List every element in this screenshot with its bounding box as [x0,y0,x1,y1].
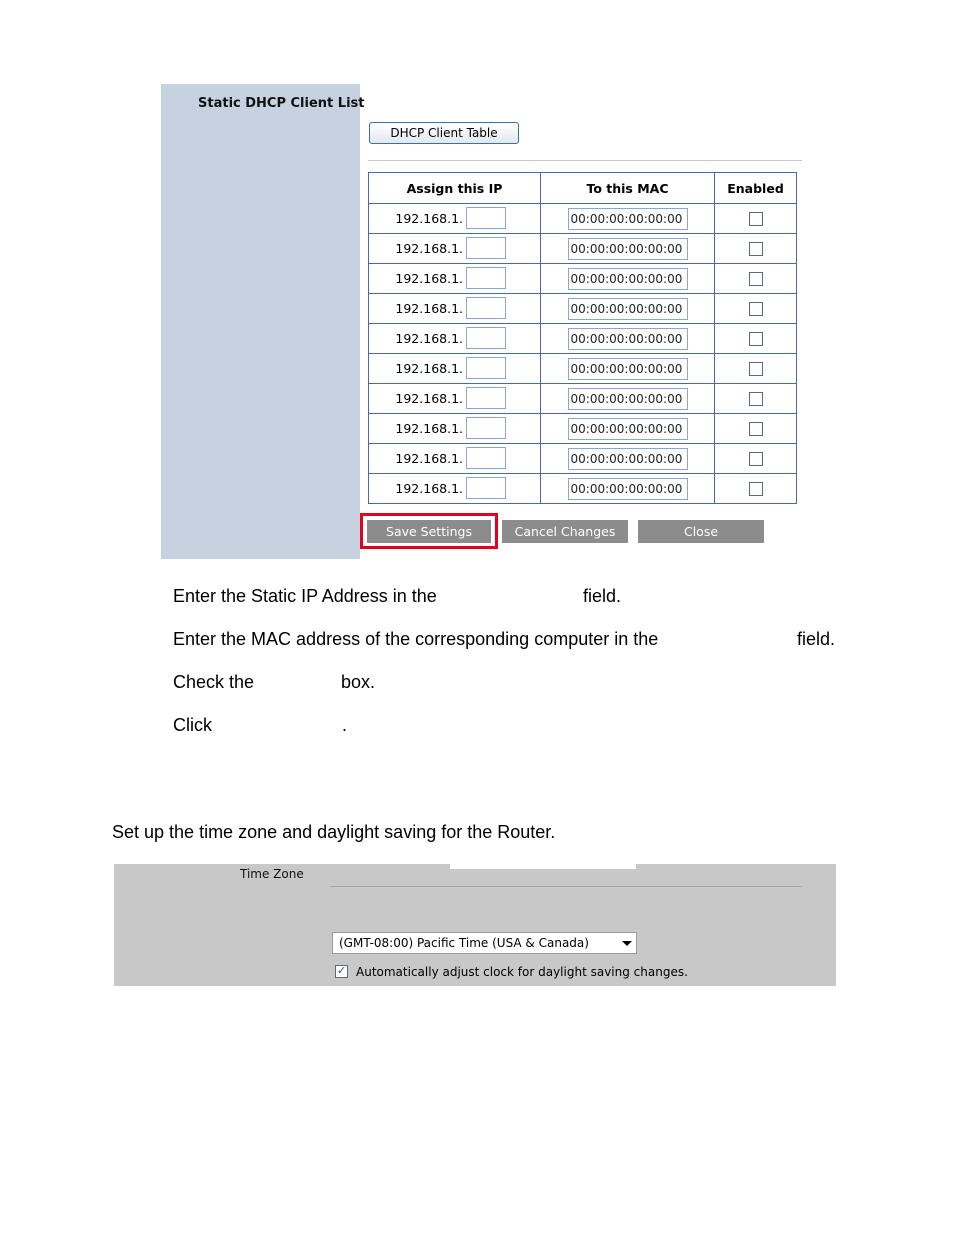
static-client-table [368,172,797,504]
ip-last-octet-input[interactable] [466,357,506,379]
table-row [369,264,797,294]
enabled-cell [715,294,797,324]
table-row [369,294,797,324]
instruction-1-end: field. [583,586,622,606]
enabled-cell [715,204,797,234]
mac-address-input[interactable]: 00:00:00:00:00:00 [568,478,688,500]
enabled-checkbox[interactable] [749,452,763,466]
dhcp-client-table-button[interactable]: DHCP Client Table [369,122,519,144]
cancel-changes-button[interactable]: Cancel Changes [502,520,628,543]
ip-last-octet-input[interactable] [466,447,506,469]
ip-cell [369,324,541,354]
ip-cell-content [369,449,540,469]
enabled-cell [715,354,797,384]
ip-cell [369,294,541,324]
ip-last-octet-input[interactable] [466,297,506,319]
dst-checkbox[interactable]: ✓ [336,965,347,977]
ip-cell [369,474,541,504]
table-row [369,414,797,444]
table-row [369,204,797,234]
ip-cell-content [369,389,540,409]
ip-cell [369,444,541,474]
ip-cell [369,204,541,234]
instruction-3-end: box. [341,672,376,692]
ip-cell-content [369,479,540,499]
table-row [369,324,797,354]
ip-prefix: 192.168.1. [395,301,463,316]
time-zone-select[interactable] [332,932,637,954]
ip-cell-content [369,299,540,319]
instruction-2-text: Enter the MAC address of the corresponding computer in the [173,629,659,649]
enabled-cell [715,324,797,354]
ip-cell [369,264,541,294]
ip-prefix: 192.168.1. [395,331,463,346]
ip-cell-content [369,359,540,379]
enabled-checkbox[interactable] [749,272,763,286]
ip-last-octet-input[interactable] [466,417,506,439]
table-row [369,234,797,264]
instruction-2-end: field. [797,629,836,649]
ip-last-octet-input[interactable] [466,477,506,499]
dst-checkbox-label: Automatically adjust clock for daylight saving changes. [356,965,688,979]
mac-cell [541,204,715,234]
enabled-checkbox[interactable] [749,302,763,316]
ip-prefix: 192.168.1. [395,451,463,466]
mac-address-input[interactable]: 00:00:00:00:00:00 [568,208,688,230]
enabled-checkbox[interactable] [749,332,763,346]
close-button[interactable]: Close [638,520,764,543]
table-row [369,444,797,474]
ip-cell [369,234,541,264]
time-zone-panel [114,864,836,986]
section-title: Static DHCP Client List [198,96,365,111]
column-header-mac: To this MAC [541,173,715,204]
divider [368,160,802,161]
mac-address-input[interactable]: 00:00:00:00:00:00 [568,298,688,320]
ip-last-octet-input[interactable] [466,387,506,409]
enabled-cell [715,234,797,264]
column-header-enabled: Enabled [715,173,797,204]
mac-cell [541,414,715,444]
mac-address-input[interactable]: 00:00:00:00:00:00 [568,268,688,290]
mac-cell [541,264,715,294]
ip-prefix: 192.168.1. [395,421,463,436]
enabled-cell [715,474,797,504]
ip-prefix: 192.168.1. [395,241,463,256]
enabled-checkbox[interactable] [749,392,763,406]
save-settings-button[interactable]: Save Settings [367,520,491,543]
ip-prefix: 192.168.1. [395,481,463,496]
enabled-cell [715,264,797,294]
mac-cell [541,324,715,354]
table-row [369,354,797,384]
ip-cell-content [369,209,540,229]
mac-cell [541,444,715,474]
enabled-cell [715,414,797,444]
enabled-checkbox[interactable] [749,482,763,496]
time-zone-intro: Set up the time zone and daylight saving for the Router. [112,822,556,842]
mac-cell [541,474,715,504]
instruction-4-text: Click [173,715,212,735]
mac-address-input[interactable]: 00:00:00:00:00:00 [568,448,688,470]
ip-last-octet-input[interactable] [466,327,506,349]
ip-prefix: 192.168.1. [395,361,463,376]
chevron-down-icon[interactable] [622,941,632,946]
table-row [369,384,797,414]
panel-sidebar [161,84,365,559]
enabled-cell [715,444,797,474]
instruction-3-text: Check the [173,672,255,692]
ip-cell-content [369,419,540,439]
mac-address-input[interactable]: 00:00:00:00:00:00 [568,238,688,260]
mac-cell [541,234,715,264]
ip-prefix: 192.168.1. [395,211,463,226]
mac-address-input[interactable]: 00:00:00:00:00:00 [568,418,688,440]
mac-address-input[interactable]: 00:00:00:00:00:00 [568,328,688,350]
mac-cell [541,294,715,324]
cropped-fields-strip [450,864,636,869]
instruction-4-end: . [342,715,348,735]
ip-last-octet-input[interactable] [466,207,506,229]
ip-cell [369,354,541,384]
table-row [369,474,797,504]
time-zone-divider [330,886,802,887]
ip-cell-content [369,329,540,349]
mac-address-input[interactable]: 00:00:00:00:00:00 [568,388,688,410]
enabled-checkbox[interactable] [749,242,763,256]
time-zone-label: Time Zone [240,867,304,881]
column-header-ip: Assign this IP [369,173,541,204]
ip-last-octet-input[interactable] [466,267,506,289]
mac-address-input[interactable]: 00:00:00:00:00:00 [568,358,688,380]
ip-cell [369,414,541,444]
ip-cell-content [369,269,540,289]
instruction-1-text: Enter the Static IP Address in the [173,586,437,606]
enabled-checkbox[interactable] [749,212,763,226]
time-zone-selected-value: (GMT-08:00) Pacific Time (USA & Canada) [339,936,589,950]
enabled-checkbox[interactable] [749,362,763,376]
static-dhcp-panel [161,84,802,559]
mac-cell [541,384,715,414]
enabled-cell [715,384,797,414]
enabled-checkbox[interactable] [749,422,763,436]
mac-cell [541,354,715,384]
ip-cell-content [369,239,540,259]
ip-last-octet-input[interactable] [466,237,506,259]
ip-cell [369,384,541,414]
ip-prefix: 192.168.1. [395,391,463,406]
ip-prefix: 192.168.1. [395,271,463,286]
